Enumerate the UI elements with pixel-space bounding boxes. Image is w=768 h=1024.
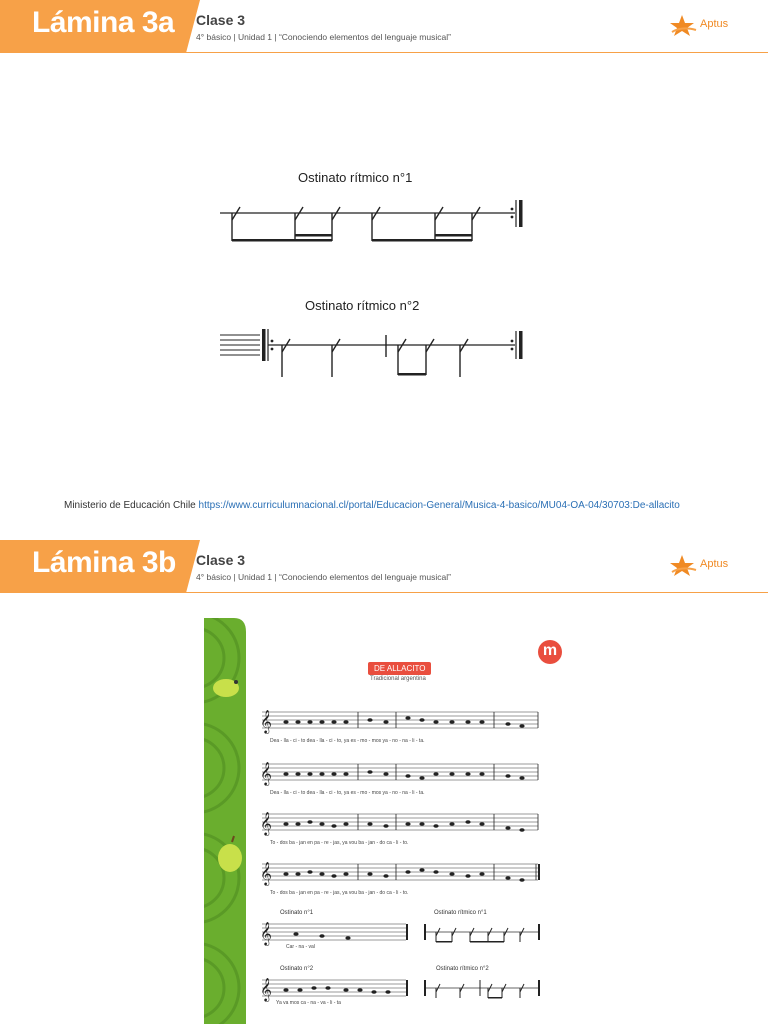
ostinato-2-lyric: Ya va mos ca - na - va - li - ta — [276, 1000, 341, 1006]
ostinato-2-staff — [260, 977, 540, 1006]
title-banner — [0, 0, 186, 53]
lesson-subtitle: 4° básico | Unidad 1 | “Conociendo elementos del lenguaje musical” — [196, 32, 451, 42]
ostinato-2-title: Ostinato rítmico n°2 — [305, 298, 420, 313]
green-decorative-strip — [204, 618, 246, 1024]
staff-4 — [260, 861, 540, 896]
svg-text:𝄞: 𝄞 — [260, 861, 272, 885]
lyric-line-4: To - dos ba - jan en pa - re - jas, ya vou ba - jan - do ca - li - to. — [270, 890, 409, 896]
lesson-title: Clase 3 — [196, 552, 246, 568]
lyric-line-2: Dea - lla - ci - to dea - lla - ci - to, ya es - mo - mos ya - no - na - li - ta. — [270, 790, 425, 796]
banner-title: Lámina 3a — [32, 6, 175, 39]
staff-3 — [260, 811, 538, 846]
ostinato-1-staff — [260, 921, 540, 950]
title-banner — [0, 540, 186, 593]
source-prefix: Ministerio de Educación Chile — [64, 500, 196, 511]
banner-title: Lámina 3b — [32, 546, 176, 579]
header — [0, 540, 768, 596]
star-icon — [668, 14, 698, 38]
staff-2 — [260, 761, 538, 796]
ostinato-1-lyric: Car - na - val — [286, 944, 315, 950]
music-badge: m — [538, 640, 562, 664]
lamina-3b — [0, 540, 768, 1024]
bird-icon — [213, 679, 239, 697]
svg-text:𝄞: 𝄞 — [260, 811, 272, 835]
svg-text:𝄞: 𝄞 — [260, 921, 272, 945]
ostinato-rhythm-1-label: Ostinato rítmico n°1 — [434, 910, 487, 916]
svg-text:𝄞: 𝄞 — [260, 709, 272, 733]
ostinato-2-label: Ostinato n°2 — [280, 966, 314, 972]
ostinato-1-staff — [220, 195, 530, 250]
ostinato-2-staff — [220, 325, 530, 385]
song-score — [256, 702, 546, 1006]
lesson-subtitle: 4° básico | Unidad 1 | “Conociendo elementos del lenguaje musical” — [196, 572, 451, 582]
ostinato-1-label: Ostinato n°1 — [280, 910, 314, 916]
aptus-logo — [668, 554, 738, 578]
staff-1 — [260, 709, 538, 734]
song-origin: Tradicional argentina — [370, 676, 426, 682]
ostinato-1-title: Ostinato rítmico n°1 — [298, 170, 413, 185]
lyric-line-3: To - dos ba - jan en pa - re - jas, ya vou ba - jan - do ca - li - to. — [270, 840, 409, 846]
logo-text: Aptus — [700, 558, 729, 570]
header-divider — [186, 592, 768, 593]
header-divider — [186, 52, 768, 53]
svg-text:𝄞: 𝄞 — [260, 761, 272, 785]
svg-text:𝄞: 𝄞 — [260, 977, 272, 1001]
header — [0, 0, 768, 56]
ostinato-rhythm-2-label: Ostinato rítmico n°2 — [436, 966, 489, 972]
source-link[interactable]: https://www.curriculumnacional.cl/portal/Educacion-General/Musica-4-basico/MU04-OA-04/30703:De-allacito — [198, 500, 680, 511]
song-title: DE ALLACITO — [368, 662, 431, 675]
aptus-logo — [668, 14, 738, 38]
lesson-title: Clase 3 — [196, 12, 246, 28]
logo-text: Aptus — [700, 18, 729, 30]
source-citation — [64, 500, 680, 511]
star-icon — [668, 554, 698, 578]
lyric-line-1: Dea - lla - ci - to dea - lla - ci - to, ya es - mo - mos ya - no - na - li - ta. — [270, 738, 425, 744]
